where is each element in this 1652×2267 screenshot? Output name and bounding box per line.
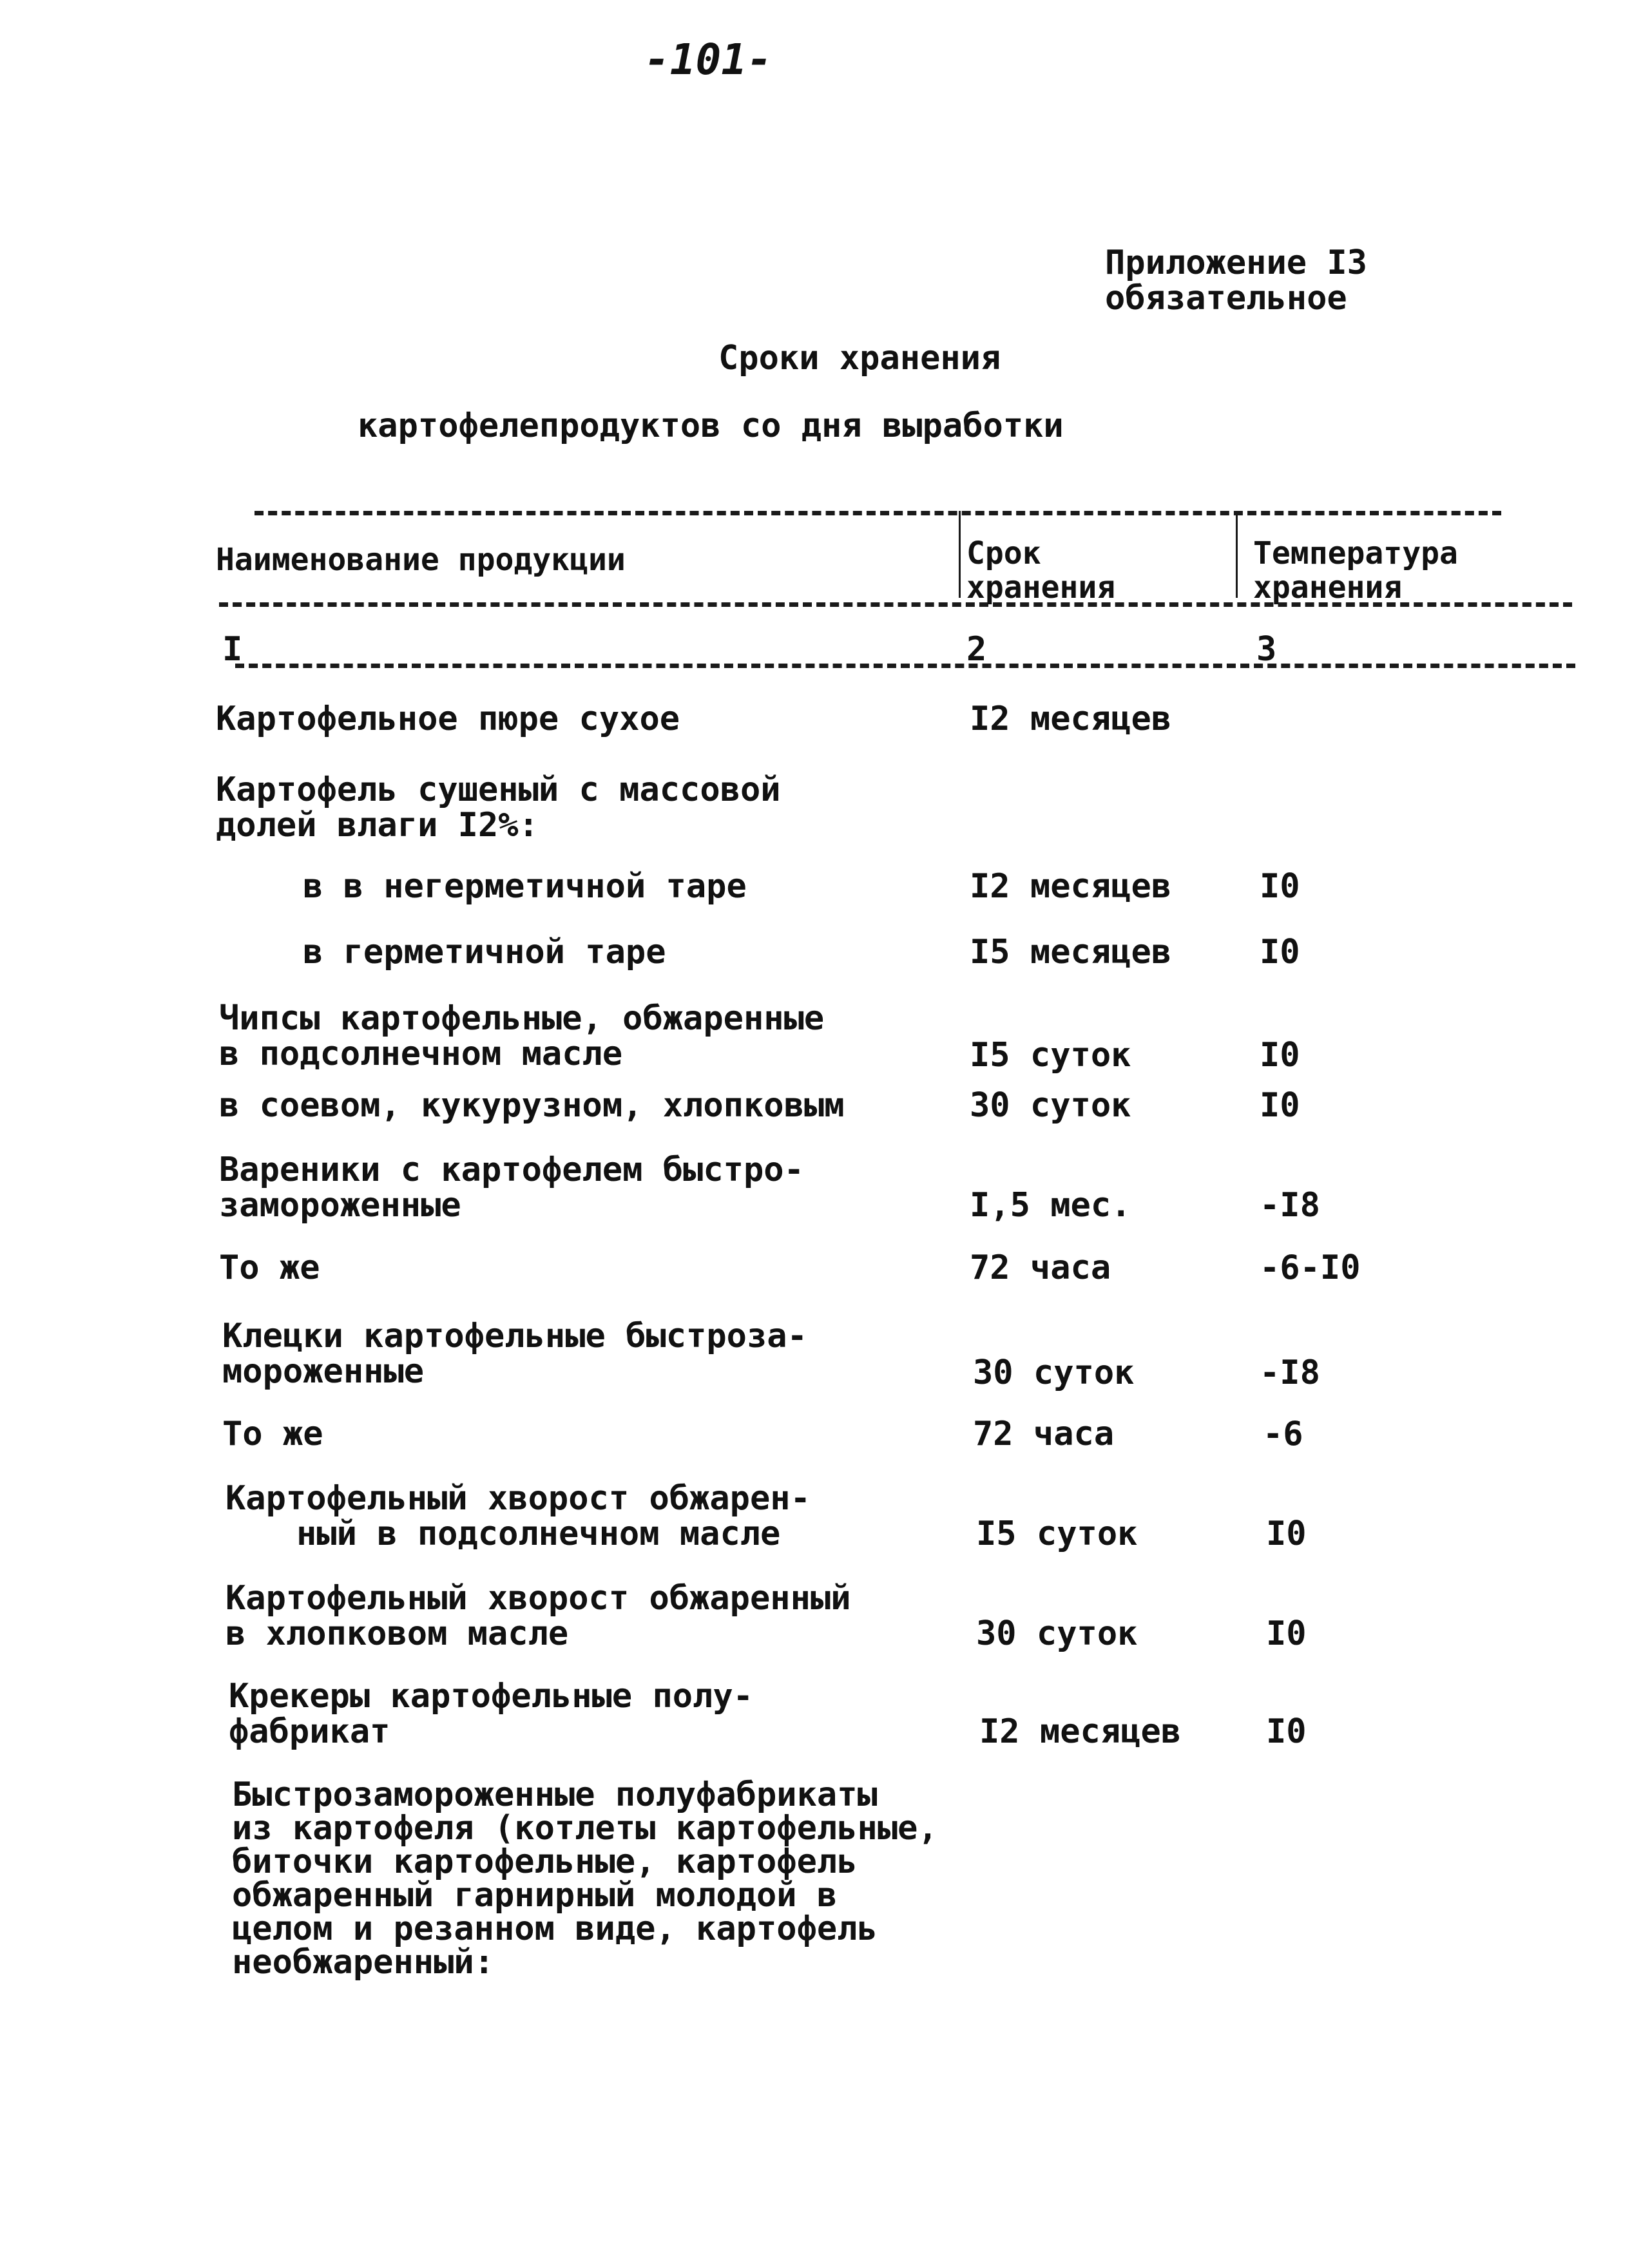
product-name: мороженные (222, 1352, 425, 1391)
storage-term: I5 месяцев (970, 933, 1172, 971)
product-name: биточки картофельные, картофель (232, 1842, 858, 1881)
product-name: Картофельный хворост обжарен- (226, 1479, 811, 1518)
product-name: долей влаги I2%: (216, 806, 539, 845)
storage-term: I2 месяцев (970, 867, 1172, 906)
header-product-name: Наименование продукции (216, 542, 626, 578)
storage-term: I2 месяцев (979, 1712, 1182, 1751)
storage-temperature: -I8 (1260, 1354, 1320, 1392)
product-name: Картофельный хворост обжаренный (226, 1579, 851, 1618)
storage-term: I,5 мес. (970, 1186, 1131, 1225)
storage-temperature: I0 (1266, 1712, 1307, 1751)
product-name: обжаренный гарнирный молодой в (232, 1876, 838, 1915)
storage-temperature: -I8 (1260, 1186, 1320, 1225)
product-name: из картофеля (котлеты картофельные, (232, 1809, 938, 1848)
product-name: в подсолнечном масле (219, 1035, 623, 1073)
header-term: хранения (966, 569, 1116, 606)
page-number: -101- (644, 35, 773, 84)
storage-term: 30 суток (970, 1086, 1131, 1125)
product-name: То же (219, 1248, 320, 1287)
storage-term: I2 месяцев (970, 700, 1172, 738)
storage-term: 30 суток (973, 1354, 1135, 1392)
storage-term: I5 суток (970, 1036, 1131, 1075)
product-name: целом и резанном виде, картофель (232, 1909, 878, 1948)
product-name: Чипсы картофельные, обжаренные (219, 999, 825, 1038)
product-name: ный в подсолнечном масле (296, 1515, 781, 1553)
product-name: замороженные (219, 1186, 461, 1225)
column-number: 3 (1256, 630, 1277, 669)
storage-temperature: I0 (1260, 1036, 1300, 1075)
column-numbers-rule (235, 664, 1575, 668)
product-name: Крекеры картофельные полу- (229, 1677, 753, 1716)
table-top-rule (255, 511, 1501, 515)
column-number: I (222, 630, 243, 669)
product-name: в в негерметичной таре (303, 867, 747, 906)
storage-term: 72 часа (970, 1248, 1111, 1287)
storage-temperature: -6-I0 (1260, 1248, 1361, 1287)
appendix-status: обязательное (1105, 279, 1347, 318)
product-name: То же (222, 1415, 323, 1453)
product-name: Быстрозамороженные полуфабрикаты (232, 1775, 878, 1814)
header-temperature: Температура (1253, 535, 1458, 571)
storage-temperature: I0 (1266, 1515, 1307, 1553)
product-name: Картофельное пюре сухое (216, 700, 680, 738)
product-name: Клецки картофельные быстроза- (222, 1317, 807, 1355)
header-temperature: хранения (1253, 569, 1403, 606)
product-name: фабрикат (229, 1712, 390, 1751)
product-name: в соевом, кукурузном, хлопковым (219, 1086, 845, 1125)
appendix-label: Приложение I3 (1105, 244, 1367, 282)
storage-term: I5 суток (976, 1515, 1138, 1553)
product-name: Вареники с картофелем быстро- (219, 1151, 804, 1189)
product-name: в хлопковом масле (226, 1614, 569, 1653)
storage-term: 30 суток (976, 1614, 1138, 1653)
storage-term: 72 часа (973, 1415, 1115, 1453)
document-subtitle: картофелепродуктов со дня выработки (358, 407, 1064, 445)
column-divider (959, 511, 961, 598)
storage-temperature: I0 (1260, 1086, 1300, 1125)
header-term: Срок (966, 535, 1041, 571)
column-number: 2 (966, 630, 987, 669)
column-divider (1236, 511, 1238, 598)
storage-temperature: I0 (1260, 867, 1300, 906)
product-name: необжаренный: (232, 1943, 494, 1982)
storage-temperature: -6 (1263, 1415, 1303, 1453)
product-name: Картофель сушеный с массовой (216, 770, 781, 809)
storage-temperature: I0 (1266, 1614, 1307, 1653)
product-name: в герметичной таре (303, 933, 666, 971)
storage-temperature: I0 (1260, 933, 1300, 971)
document-title: Сроки хранения (718, 339, 1001, 378)
